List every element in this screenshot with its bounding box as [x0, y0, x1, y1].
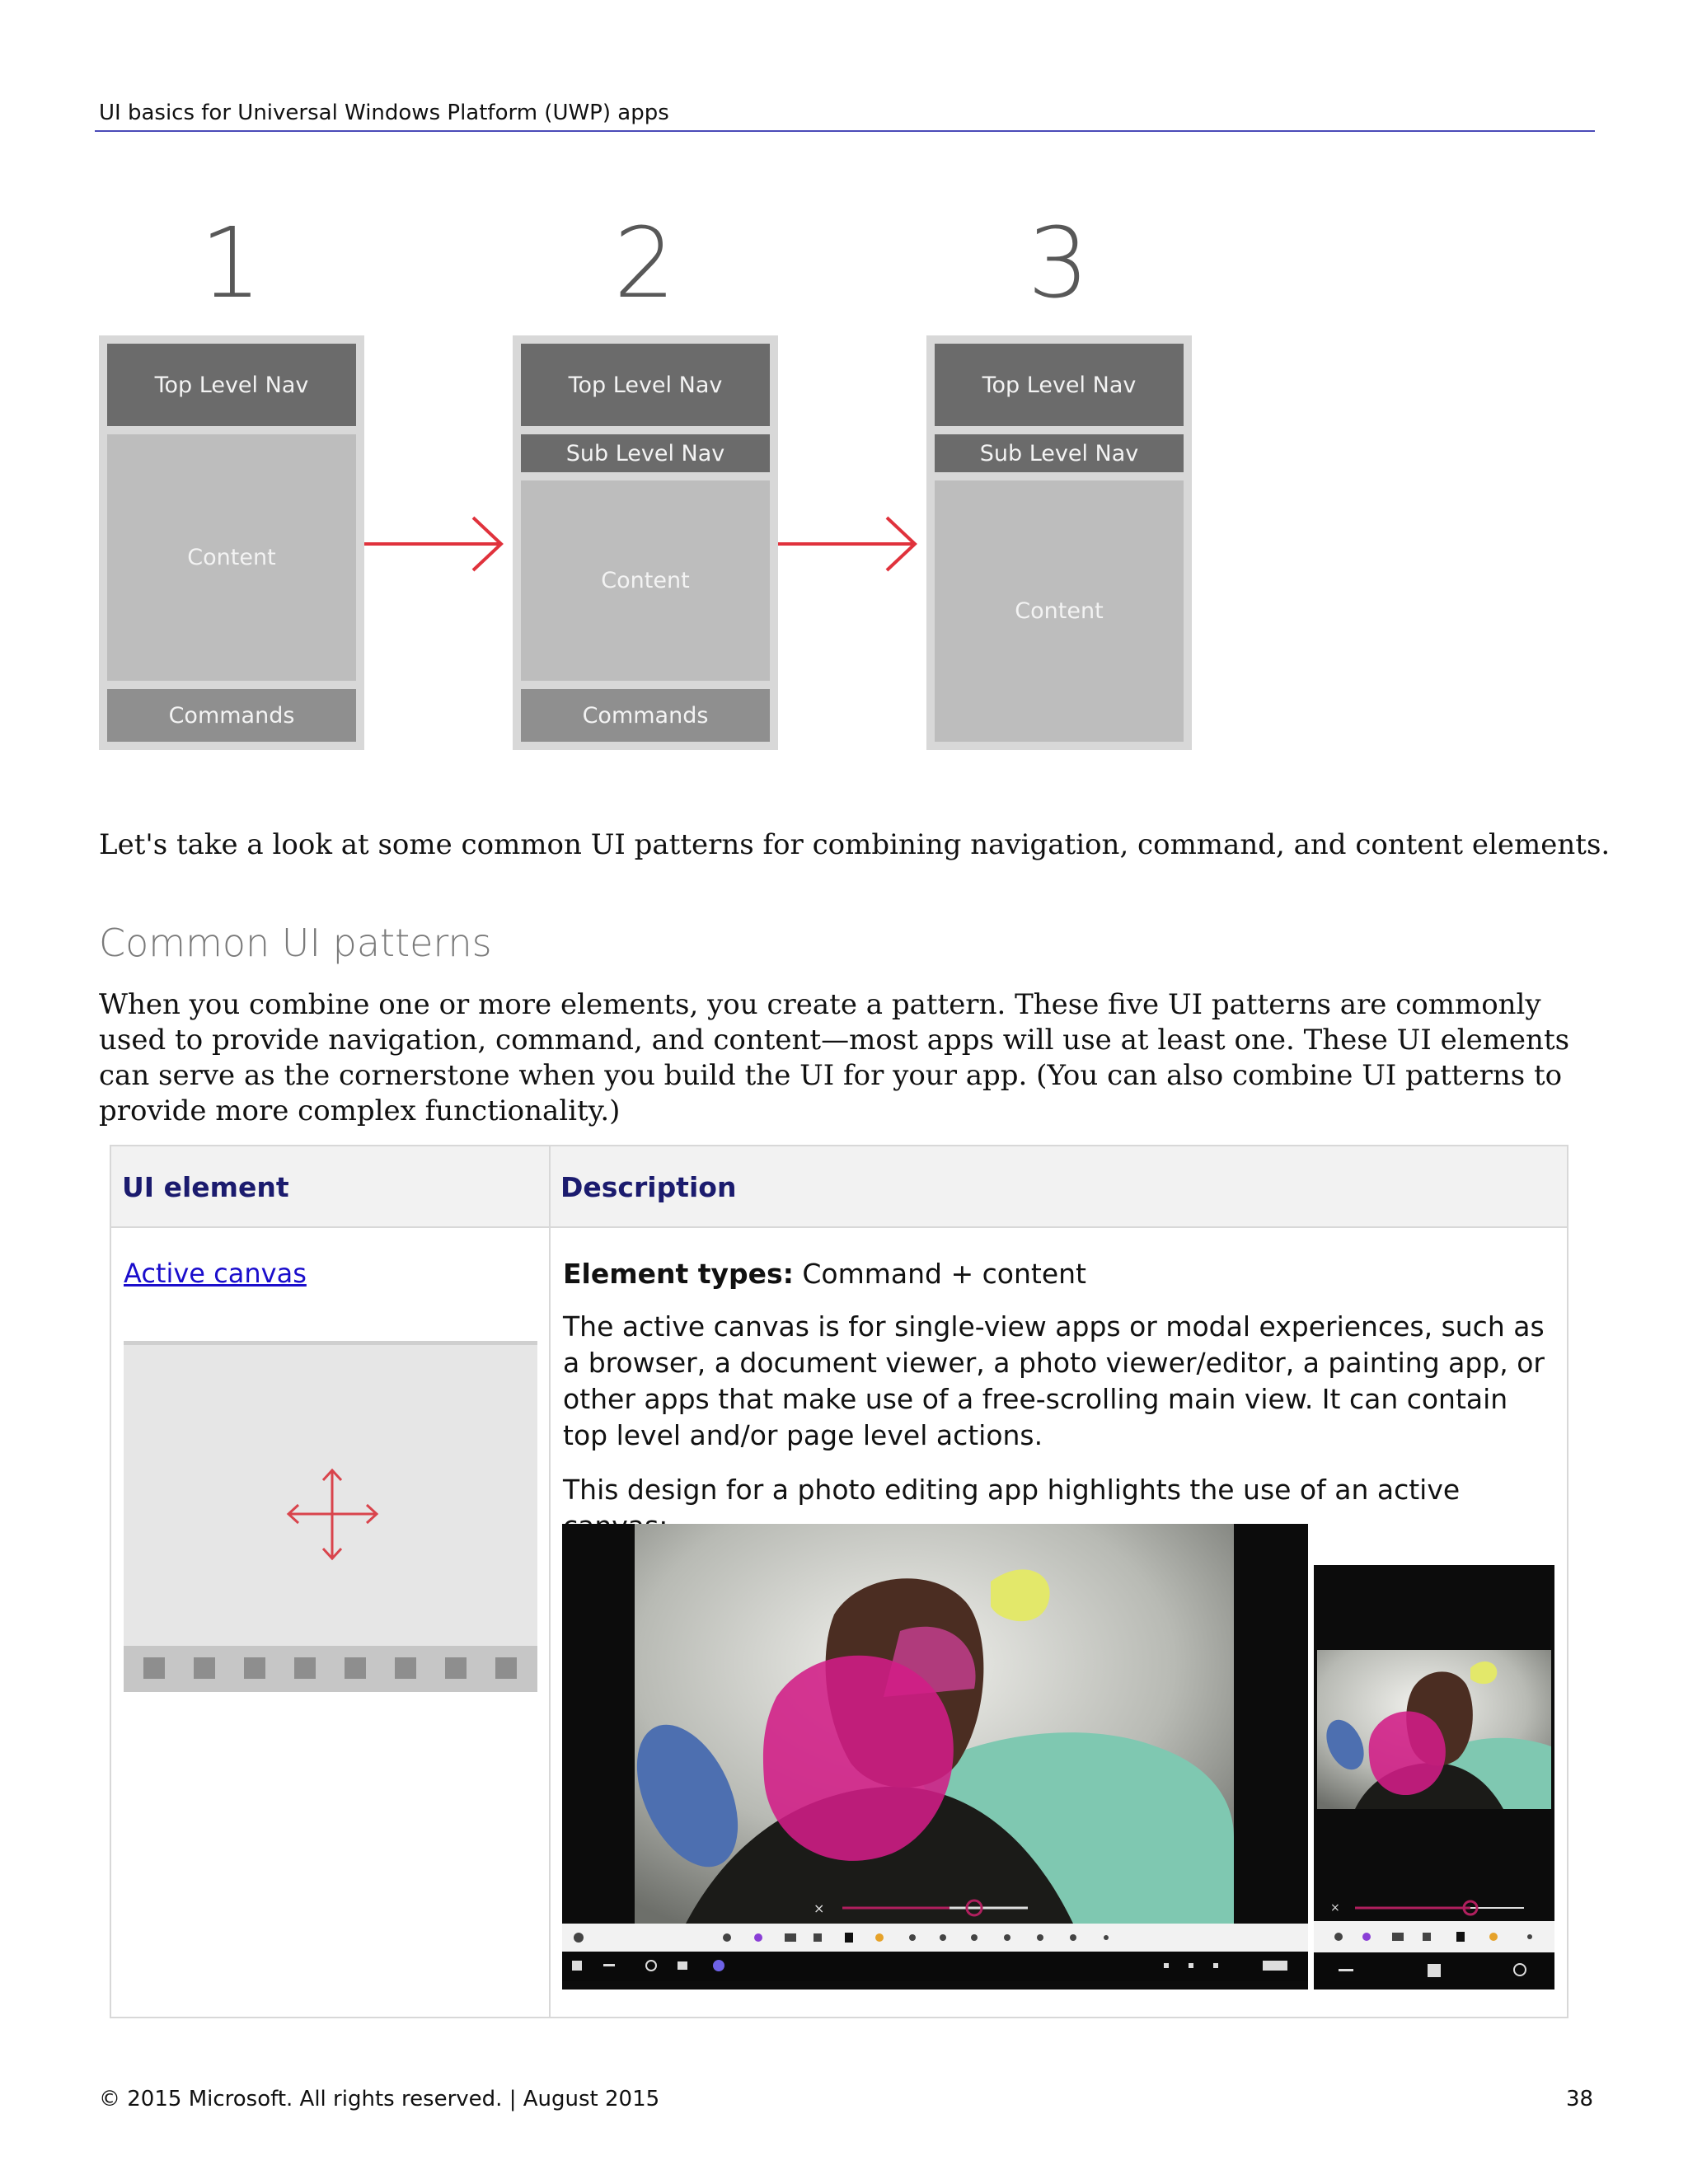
photo-editor-desktop-screenshot [562, 1524, 1308, 1990]
element-types-value: Command + content [802, 1258, 1086, 1290]
section-heading: Common UI patterns [99, 921, 492, 965]
layout-frame-1 [99, 335, 364, 750]
element-types-label: Element types: [563, 1258, 794, 1290]
photo-editor-mobile-screenshot [1314, 1565, 1554, 1990]
footer-copyright: © 2015 Microsoft. All rights reserved. | August 2015 [99, 2087, 660, 2111]
command-placeholder [445, 1657, 467, 1679]
command-placeholder [345, 1657, 366, 1679]
running-header: UI basics for Universal Windows Platform (UWP) apps [99, 101, 669, 125]
svg-text:×: × [814, 1900, 825, 1916]
command-placeholder [294, 1657, 316, 1679]
ui-patterns-table [110, 1145, 1568, 2018]
sub-level-nav-block: Sub Level Nav [935, 434, 1184, 472]
step-number-3: 3 [1027, 206, 1090, 320]
header-ui-element: UI element [122, 1171, 289, 1203]
svg-text:×: × [1330, 1901, 1340, 1915]
header-description: Description [560, 1171, 737, 1203]
column-divider [549, 1146, 551, 2017]
command-placeholder [143, 1657, 165, 1679]
description-paragraph: The active canvas is for single-view apps or modal experiences, such as a browser, a document viewer, a photo viewer/editor, a painting app, or other apps that make use of a free-scrolling main view. It can contain top level and/or page level actions. [563, 1310, 1545, 1451]
command-placeholder [395, 1657, 416, 1679]
move-icon [285, 1467, 380, 1562]
page-number: 38 [1566, 2087, 1594, 2111]
command-placeholder [495, 1657, 517, 1679]
top-level-nav-block: Top Level Nav [521, 344, 770, 426]
commands-block: Commands [521, 689, 770, 742]
section-paragraph: When you combine one or more elements, you create a pattern. These five UI patterns are commonly used to provide navigation, command, and content—most apps will use at least one. These UI elements can serve as the cornerstone when you build the UI for your app. (You can also combine UI patterns to provide more complex functionality.) [99, 988, 1570, 1127]
step-number-1: 1 [199, 206, 262, 320]
intro-paragraph: Let's take a look at some common UI patterns for combining navigation, command, and content elements. [99, 828, 1611, 861]
top-level-nav-block: Top Level Nav [935, 344, 1184, 426]
arrow-right-icon [364, 511, 513, 577]
command-bar-illustration [124, 1646, 537, 1692]
layout-frame-2 [513, 335, 778, 750]
commands-block: Commands [107, 689, 356, 742]
arrow-right-icon [778, 511, 926, 577]
command-placeholder [194, 1657, 215, 1679]
content-block: Content [521, 480, 770, 681]
top-level-nav-block: Top Level Nav [107, 344, 356, 426]
command-placeholder [244, 1657, 265, 1679]
layout-frame-3 [926, 335, 1192, 750]
element-types-line [563, 1256, 1552, 1292]
active-canvas-illustration [124, 1341, 537, 1692]
sub-level-nav-block: Sub Level Nav [521, 434, 770, 472]
table-header-row [111, 1146, 1567, 1228]
active-canvas-link[interactable]: Active canvas [124, 1258, 307, 1289]
header-rule [95, 130, 1595, 132]
step-number-2: 2 [613, 206, 676, 320]
content-block: Content [935, 480, 1184, 742]
content-block: Content [107, 434, 356, 681]
description-caption: This design for a photo editing app highlights the use of an active [563, 1474, 1461, 1506]
